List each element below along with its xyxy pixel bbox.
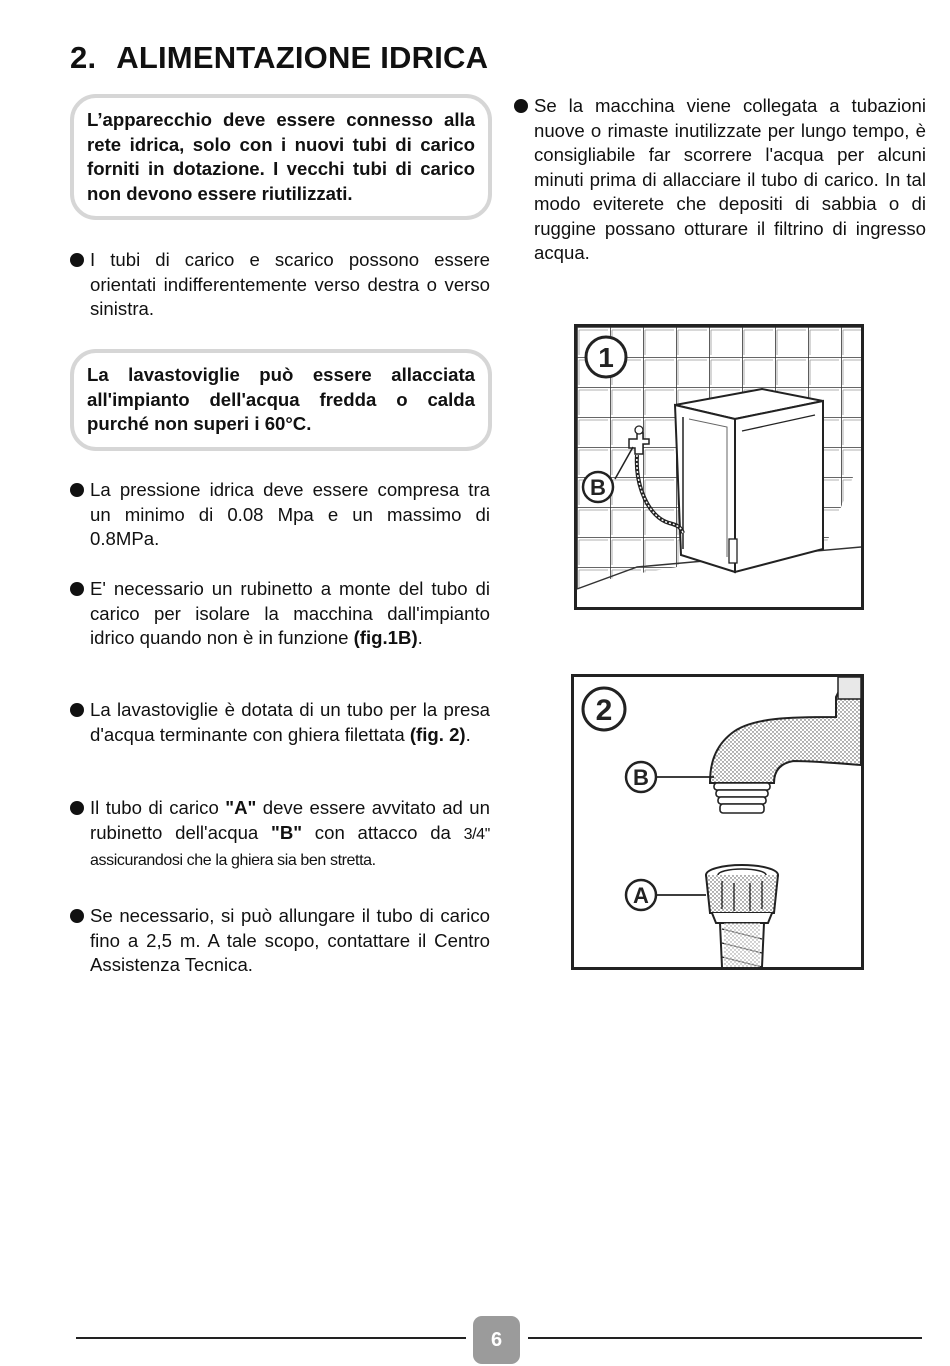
bullet-hose-fitting xyxy=(70,698,490,747)
footer-divider-left xyxy=(76,1337,466,1339)
bullet-dot-icon xyxy=(70,909,84,923)
section-title xyxy=(70,40,488,76)
bullet-water-pressure xyxy=(70,478,490,552)
page-number: 6 xyxy=(473,1316,520,1364)
bullet-text: La lavastoviglie è dotata di un tubo per la presa d'acqua terminante con ghiera filettata (fig. 2). xyxy=(90,699,490,745)
figure-reference: (fig. 2) xyxy=(409,723,466,745)
bullet-dot-icon xyxy=(70,801,84,815)
bullet-extend-hose xyxy=(70,904,490,978)
bullet-text: Il tubo di carico "A" deve essere avvitato ad un rubinetto dell'acqua "B" con attacco da 3/4'' assicurandosi che la ghiera sia ben stretta. xyxy=(90,797,490,869)
bullet-dot-icon xyxy=(70,703,84,717)
figure-2-illustration xyxy=(574,677,861,967)
figure-1-callout-b: B xyxy=(590,475,606,500)
bullet-tap-required xyxy=(70,577,490,651)
bullet-new-pipes xyxy=(514,94,926,266)
footer-divider-right xyxy=(528,1337,922,1339)
bullet-dot-icon xyxy=(70,253,84,267)
bullet-text: I tubi di carico e scarico possono essere orientati indifferentemente verso destra o verso sinistra. xyxy=(90,249,490,319)
figure-2-callout-b: B xyxy=(633,765,649,790)
bullet-text: La pressione idrica deve essere compresa tra un minimo di 0.08 Mpa e un massimo di 0.8MPa. xyxy=(90,479,490,549)
note-new-hoses: L’apparecchio deve essere connesso alla rete idrica, solo con i nuovi tubi di carico forniti in dotazione. I vecchi tubi di carico non devono essere riutilizzati. xyxy=(70,94,492,220)
bullet-text: Se necessario, si può allungare il tubo di carico fino a 2,5 m. A tale scopo, contattare il Centro Assistenza Tecnica. xyxy=(90,905,490,975)
figure-2-callout-a: A xyxy=(633,883,649,908)
figure-1-dishwasher-connection xyxy=(574,324,864,610)
bullet-dot-icon xyxy=(514,99,528,113)
bullet-text: E' necessario un rubinetto a monte del tubo di carico per isolare la macchina dall'impianto idrico quando non è in funzione (fig.1B). xyxy=(90,578,490,648)
note-water-temperature: La lavastoviglie può essere allacciata all'impianto dell'acqua fredda o calda purché non superi i 60°C. xyxy=(70,349,492,451)
section-title-text: ALIMENTAZIONE IDRICA xyxy=(116,40,489,75)
bullet-hose-orientation xyxy=(70,248,490,322)
figure-2-hose-fitting xyxy=(571,674,864,970)
figure-2-number: 2 xyxy=(595,694,613,727)
bullet-screw-hose xyxy=(70,796,490,874)
bullet-dot-icon xyxy=(70,582,84,596)
bullet-dot-icon xyxy=(70,483,84,497)
figure-1-illustration xyxy=(577,327,861,607)
section-number: 2. xyxy=(70,40,97,75)
figure-1-number: 1 xyxy=(598,342,614,373)
bullet-text: Se la macchina viene collegata a tubazioni nuove o rimaste inutilizzate per lungo tempo, è consigliabile far scorrere l'acqua per alcuni minuti prima di allacciare il tubo di carico. In tal modo eviterete che depositi di sabbia o di ruggine possano otturare il filtrino di ingresso acqua. xyxy=(534,95,926,263)
figure-reference: (fig.1B) xyxy=(353,627,418,648)
